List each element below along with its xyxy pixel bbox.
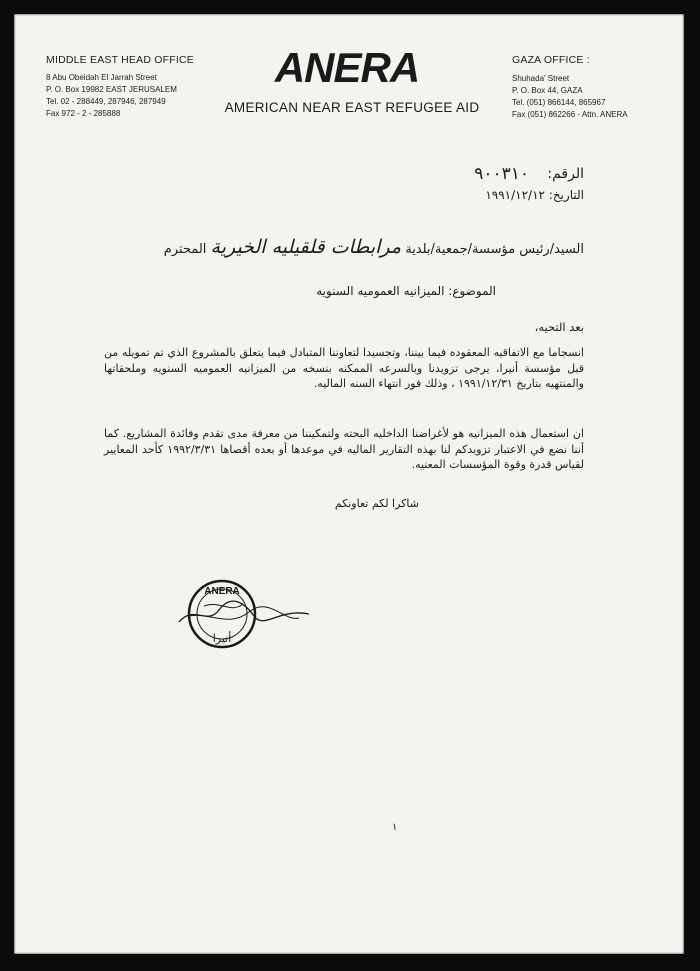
gaza-office-address-line: Tel. (051) 866144, 865967 xyxy=(512,98,606,107)
gaza-office-block xyxy=(512,54,682,121)
body-paragraph-1: انسجاما مع الاتفاقيه المعقوده فيما بيننا، وتجسيدا لتعاوننا المتبادل فيما يتعلق بالمشروع الذي تم تمويله من قبل مؤسسة أنيرا، يرجى تزويدنا وبالسرعه الممكنه بنسخه من الميزانيه العموميه السنويه وملحقاتها والمنتهيه بتاريخ ١٩٩١/١٢/٣١ ، وذلك فور انتهاء السنه الماليه. xyxy=(104,346,584,390)
subject-line: الموضوع: الميزانيه العموميه السنويه xyxy=(316,284,496,298)
gaza-office-title: GAZA OFFICE : xyxy=(512,54,590,66)
stamp-text-top: ANERA xyxy=(204,586,240,597)
addressee-line xyxy=(104,236,584,258)
letter-page xyxy=(14,14,684,954)
head-office-address-line: 8 Abu Obeidah El Jarrah Street xyxy=(46,73,157,82)
addressee-prefix: السيد/رئيس مؤسسة/جمعية/بلدية xyxy=(405,242,584,257)
closing-line: شاكرا لكم تعاونكم xyxy=(334,497,419,510)
anera-logo-text: ANERA xyxy=(274,44,420,88)
head-office-address-line: P. O. Box 19982 EAST JERUSALEM xyxy=(46,85,177,94)
anera-logo xyxy=(272,44,422,88)
page-number: ١ xyxy=(392,822,398,833)
stamp-text-bottom: أنيرا xyxy=(212,632,232,645)
organization-name: AMERICAN NEAR EAST REFUGEE AID xyxy=(224,100,480,115)
body-paragraph-2: ان استعمال هذه الميزانيه هو لأغراضنا الداخليه البحته ولتمكيننا من معرفة مدى تقدم وفائدة المشاريع. كما أننا نضع في الاعتبار تزويدكم لنا بهذه التقارير الماليه في موعدها أو بعده أقصاها ١٩٩٢/٣/٣١ كأحد المعايير لقياس قدرة وقوة المؤسسات المعنيه. xyxy=(104,427,584,471)
gaza-office-address-line: Shuhada' Street xyxy=(512,74,570,83)
head-office-address-line: Fax 972 - 2 - 285888 xyxy=(46,109,121,118)
gaza-office-address-line: Fax (051) 862266 - Attn. ANERA xyxy=(512,110,628,119)
reference-number: ٩٠٠٣١٠ xyxy=(474,164,529,184)
letter-date: التاريخ: ١٩٩١/١٢/١٢ xyxy=(485,188,584,202)
reference-label: الرقم: xyxy=(547,166,584,182)
addressee-handwritten-name: مرابطات قلقيليه الخيرية xyxy=(210,236,402,258)
gaza-office-address-line: P. O. Box 44, GAZA xyxy=(512,86,583,95)
stamp-signature xyxy=(159,564,329,664)
head-office-address-line: Tel. 02 - 288449, 287946, 287949 xyxy=(46,97,166,106)
greeting: بعد التحيه، xyxy=(534,320,584,334)
head-office-title: MIDDLE EAST HEAD OFFICE xyxy=(46,54,194,66)
addressee-suffix: المحترم xyxy=(163,242,207,257)
